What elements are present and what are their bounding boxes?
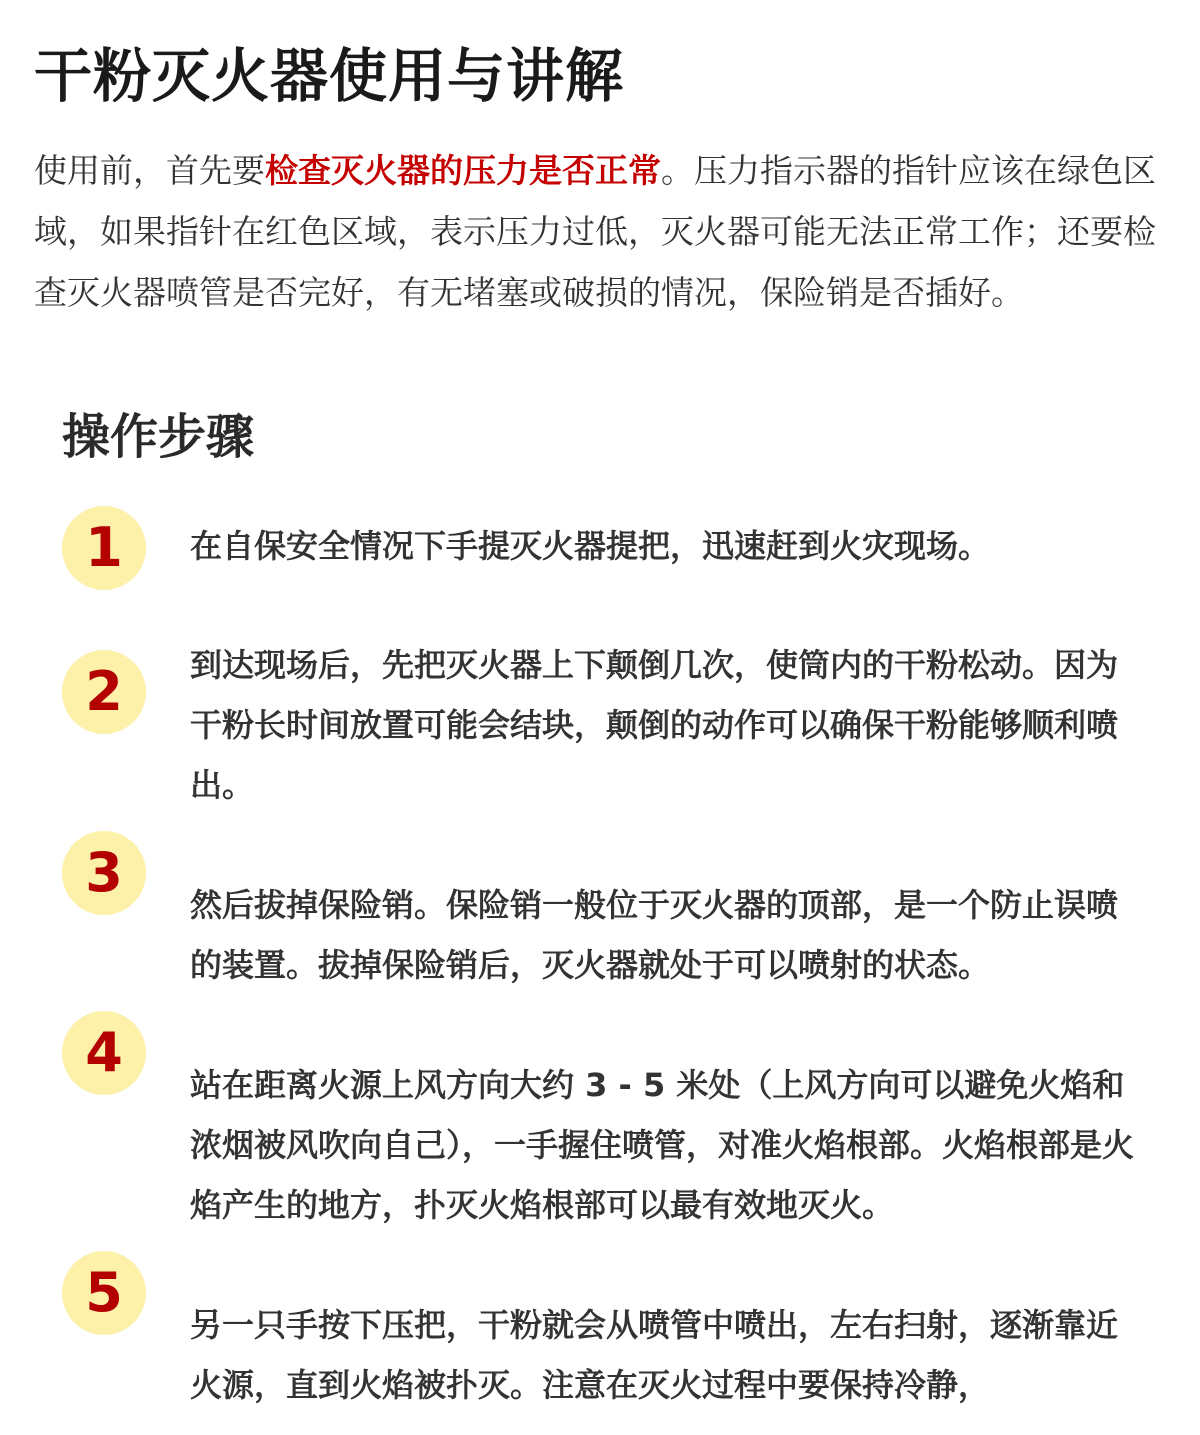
step-number-badge: 2 [62, 650, 146, 734]
page-title: 干粉灭火器使用与讲解 [34, 42, 625, 110]
section-title: 操作步骤 [62, 409, 255, 465]
step-number-badge: 1 [62, 506, 146, 590]
step-text: 在自保安全情况下手提灭火器提把，迅速赶到火灾现场。 [190, 527, 991, 565]
intro-suffix: 。压力指示器的指针应该在绿色区域，如果指针在红色区域，表示压力过低，灭火器可能无法正常工作；还要检查灭火器喷管是否完好，有无堵塞或破损的情况，保险销是否插好。 [34, 151, 1156, 312]
intro-prefix: 使用前，首先要 [34, 151, 265, 190]
step-text: 到达现场后，先把灭火器上下颠倒几次，使筒内的干粉松动。因为干粉长时间放置可能会结块，颠倒的动作可以确保干粉能够顺利喷出。 [190, 646, 1119, 804]
step-number-badge: 3 [62, 831, 146, 915]
step-text: 然后拔掉保险销。保险销一般位于灭火器的顶部，是一个防止误喷的装置。拔掉保险销后，灭火器就处于可以喷射的状态。 [190, 886, 1119, 984]
step-text: 另一只手按下压把，干粉就会从喷管中喷出，左右扫射，逐渐靠近火源，直到火焰被扑灭。注意在灭火过程中要保持冷静， [190, 1306, 1119, 1404]
step-number-badge: 4 [62, 1011, 146, 1095]
intro-highlight: 检查灭火器的压力是否正常 [265, 151, 661, 190]
intro-paragraph [34, 140, 1174, 323]
step-number-badge: 5 [62, 1251, 146, 1335]
step-text: 站在距离火源上风方向大约 3 - 5 米处（上风方向可以避免火焰和浓烟被风吹向自己），一手握住喷管，对准火焰根部。火焰根部是火焰产生的地方，扑灭火焰根部可以最有效地灭火。 [190, 1066, 1135, 1224]
